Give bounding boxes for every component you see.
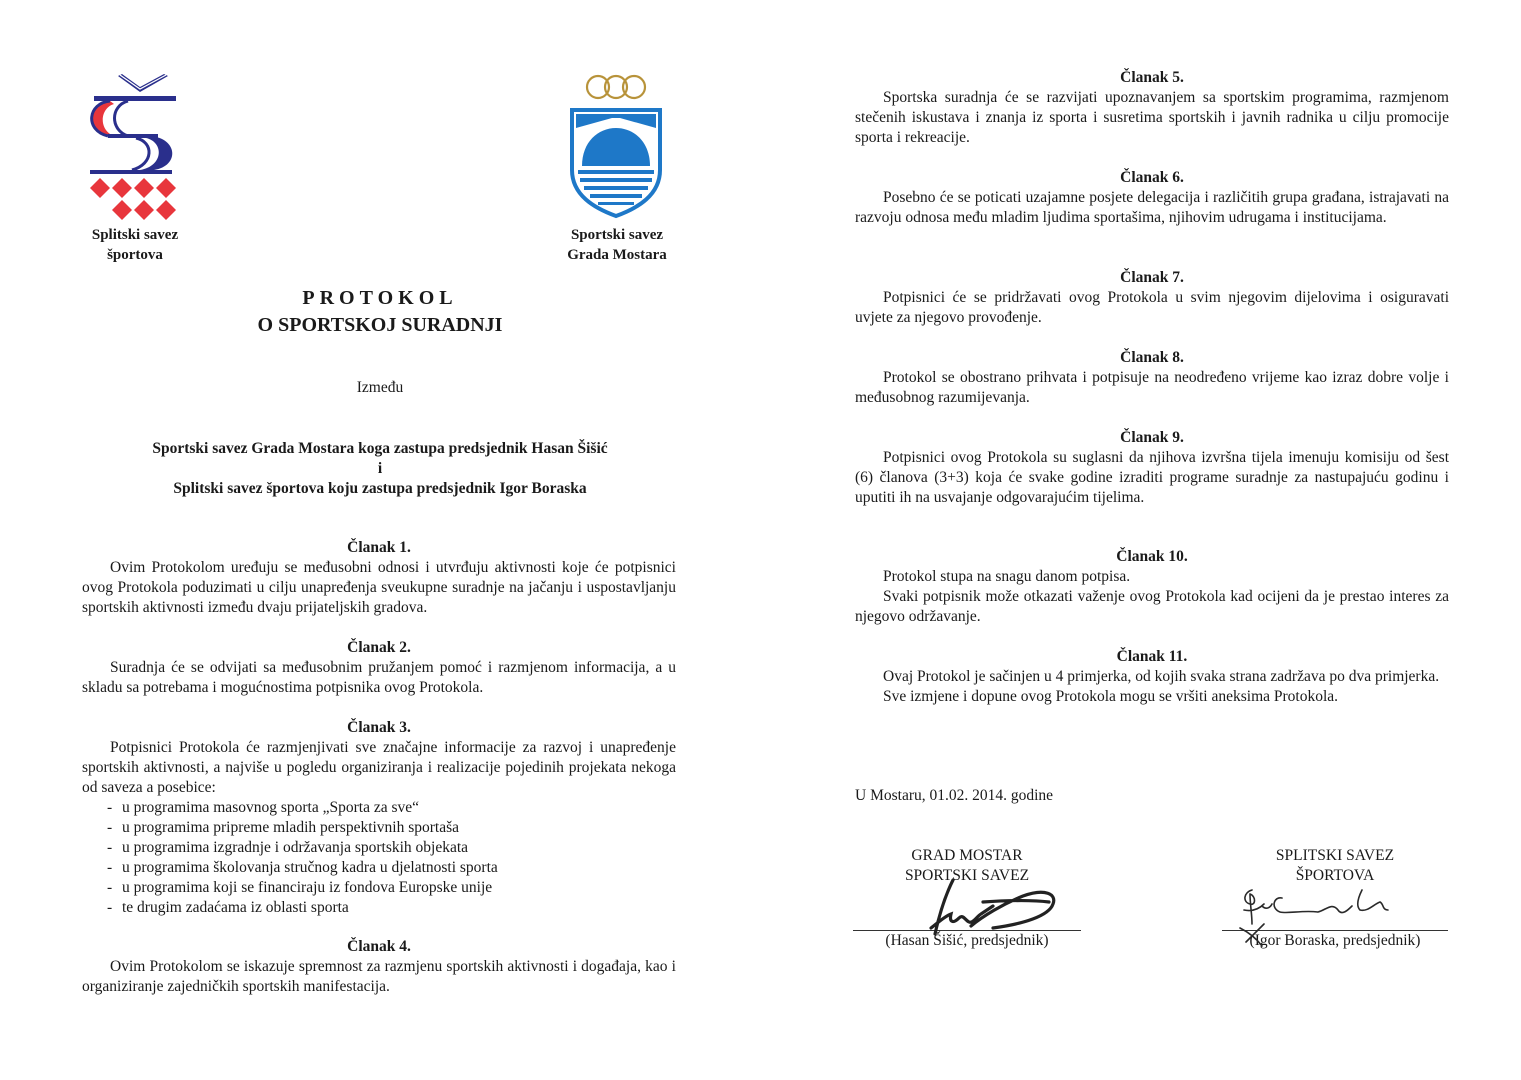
article-paragraph: Sve izmjene i dopune ovog Protokola mogu se vršiti aneksima Protokola.	[883, 688, 1339, 705]
article-heading: Članak 11.	[1116, 648, 1188, 665]
article-5	[855, 68, 1449, 148]
party-mostar: Sportski savez Grada Mostara koga zastupa predsjednik Hasan Šišić	[152, 440, 608, 457]
list-item: - u programima pripreme mladih perspektivnih sportaša	[107, 819, 460, 836]
article-paragraph: Protokol se obostrano prihvata i potpisuje na neodređeno vrijeme kao izraz dobre volje i međusobnog razumijevanja.	[855, 369, 1449, 406]
place-and-date: U Mostaru, 01.02. 2014. godine	[855, 787, 1054, 804]
list-item: - u programima izgradnje i održavanja sportskih objekata	[107, 839, 469, 856]
list-item: - te drugim zadaćama iz oblasti sporta	[107, 899, 349, 916]
list-item: - u programima školovanja stručnog kadra u djelatnosti sporta	[107, 859, 498, 876]
signatory-name: (Hasan Šišić, predsjednik)	[885, 932, 1049, 949]
list-item: - u programima masovnog sporta „Sporta za sve“	[107, 799, 419, 816]
split-caption-line1: Splitski savez	[91, 227, 179, 243]
article-heading: Članak 5.	[1120, 69, 1184, 86]
signatory-name: (Igor Boraska, predsjednik)	[1249, 932, 1421, 949]
signature-igor-boraska	[1222, 880, 1448, 960]
article-4	[82, 937, 676, 997]
signature-block-split	[1222, 846, 1448, 951]
mostar-logo-caption	[542, 225, 692, 265]
article-heading: Članak 1.	[347, 539, 411, 556]
article-paragraph: Ovaj Protokol je sačinjen u 4 primjerka, od kojih svaka strana zadržava po dva primjerka.	[883, 668, 1440, 685]
split-logo-graphic	[80, 70, 190, 230]
split-logo-caption	[60, 225, 210, 265]
party-split: Splitski savez športova koju zastupa predsjednik Igor Boraska	[173, 480, 587, 497]
article-paragraph: Potpisnici Protokola će razmjenjivati sve značajne informacije za razvoj i unapređenje sportskih aktivnosti, a najviše u pogledu organiziranja i realizacije pojedinih projekata nekoga od saveza a posebice:	[82, 739, 676, 796]
document-subtitle: O SPORTSKOJ SURADNJI	[257, 314, 503, 336]
article-paragraph: Protokol stupa na snagu danom potpisa.	[883, 568, 1131, 585]
article-paragraph: Potpisnici će se pridržavati ovog Protokola u svim njegovim dijelovima i osiguravati uvjete za njegovo provođenje.	[855, 289, 1449, 326]
signatory-org-line1: GRAD MOSTAR	[911, 847, 1023, 864]
article-heading: Članak 3.	[347, 719, 411, 736]
article-paragraph: Suradnja će se odvijati sa međusobnim pružanjem pomoć i razmjenom informacija, a u skladu sa potrebama i mogućnostima potpisnika ovog Protokola.	[82, 659, 676, 696]
article-heading: Članak 9.	[1120, 429, 1184, 446]
signatory-org-line2: SPORTSKI SAVEZ	[904, 867, 1030, 884]
article-9	[855, 428, 1449, 508]
signatory-org-line1: SPLITSKI SAVEZ	[1275, 847, 1395, 864]
article-heading: Članak 2.	[347, 639, 411, 656]
signature-hasan-sisic	[853, 876, 1081, 936]
parties	[90, 439, 670, 499]
split-logo	[80, 70, 190, 230]
signatory-org-line2: ŠPORTOVA	[1295, 867, 1375, 884]
party-conjunction: i	[377, 460, 383, 477]
signature-area	[1222, 886, 1448, 930]
article-heading: Članak 7.	[1120, 269, 1184, 286]
article-heading: Članak 10.	[1116, 548, 1188, 565]
article-7	[855, 268, 1449, 328]
article-6	[855, 168, 1449, 228]
article-1	[82, 538, 676, 618]
article-paragraph: Potpisnici ovog Protokola su suglasni da njihova izvršna tijela imenuju komisiju od šest (6) članova (3+3) koja će svake godine izraditi programe suradnje za nastupajuću godinu i uputiti ih na usvajanje odgovarajućim tijelima.	[855, 449, 1449, 506]
article-3	[82, 718, 676, 918]
mostar-caption-line2: Grada Mostara	[567, 247, 667, 263]
between-label: Između	[356, 379, 404, 396]
article-paragraph: Sportska suradnja će se razvijati upoznavanjem sa sportskim programima, razmjenom stečenih iskustava i znanja iz sporta i susretima sportskih i javnih radnika u cilju promocije sporta i rekreacije.	[855, 89, 1449, 146]
article-paragraph: Svaki potpisnik može otkazati važenje ovog Protokola kad ocijeni da je prestao interes za njegovo održavanje.	[855, 588, 1449, 625]
mostar-logo-graphic	[566, 70, 666, 220]
article-heading: Članak 6.	[1120, 169, 1184, 186]
article-2	[82, 638, 676, 698]
mostar-logo	[566, 70, 666, 220]
article-3-list	[82, 798, 676, 918]
document-title: PROTOKOL	[302, 287, 458, 309]
list-item: - u programima koji se financiraju iz fondova Europske unije	[107, 879, 493, 896]
article-heading: Članak 4.	[347, 938, 411, 955]
article-10	[855, 547, 1449, 627]
article-paragraph: Ovim Protokolom se iskazuje spremnost za razmjenu sportskih aktivnosti i događaja, kao i organiziranje zajedničkih sportskih manifestacija.	[82, 958, 676, 995]
article-8	[855, 348, 1449, 408]
mostar-caption-line1: Sportski savez	[570, 227, 664, 243]
article-paragraph: Ovim Protokolom uređuju se međusobni odnosi i utvrđuju aktivnosti koje će potpisnici ovog Protokola poduzimati u cilju unapređenja sveukupne suradnje na jačanju i uspostavljanju sportskih aktivnosti između dvaju prijateljskih gradova.	[82, 559, 676, 616]
signature-area	[853, 886, 1081, 930]
article-heading: Članak 8.	[1120, 349, 1184, 366]
article-paragraph: Posebno će se poticati uzajamne posjete delegacija i različitih grupa građana, istrajavati na razvoju odnosa među mladim ljudima sportašima, njihovim udrugama i institucijama.	[855, 189, 1449, 226]
split-caption-line2: športova	[107, 247, 163, 263]
signature-block-mostar	[853, 846, 1081, 951]
article-11	[855, 647, 1449, 707]
